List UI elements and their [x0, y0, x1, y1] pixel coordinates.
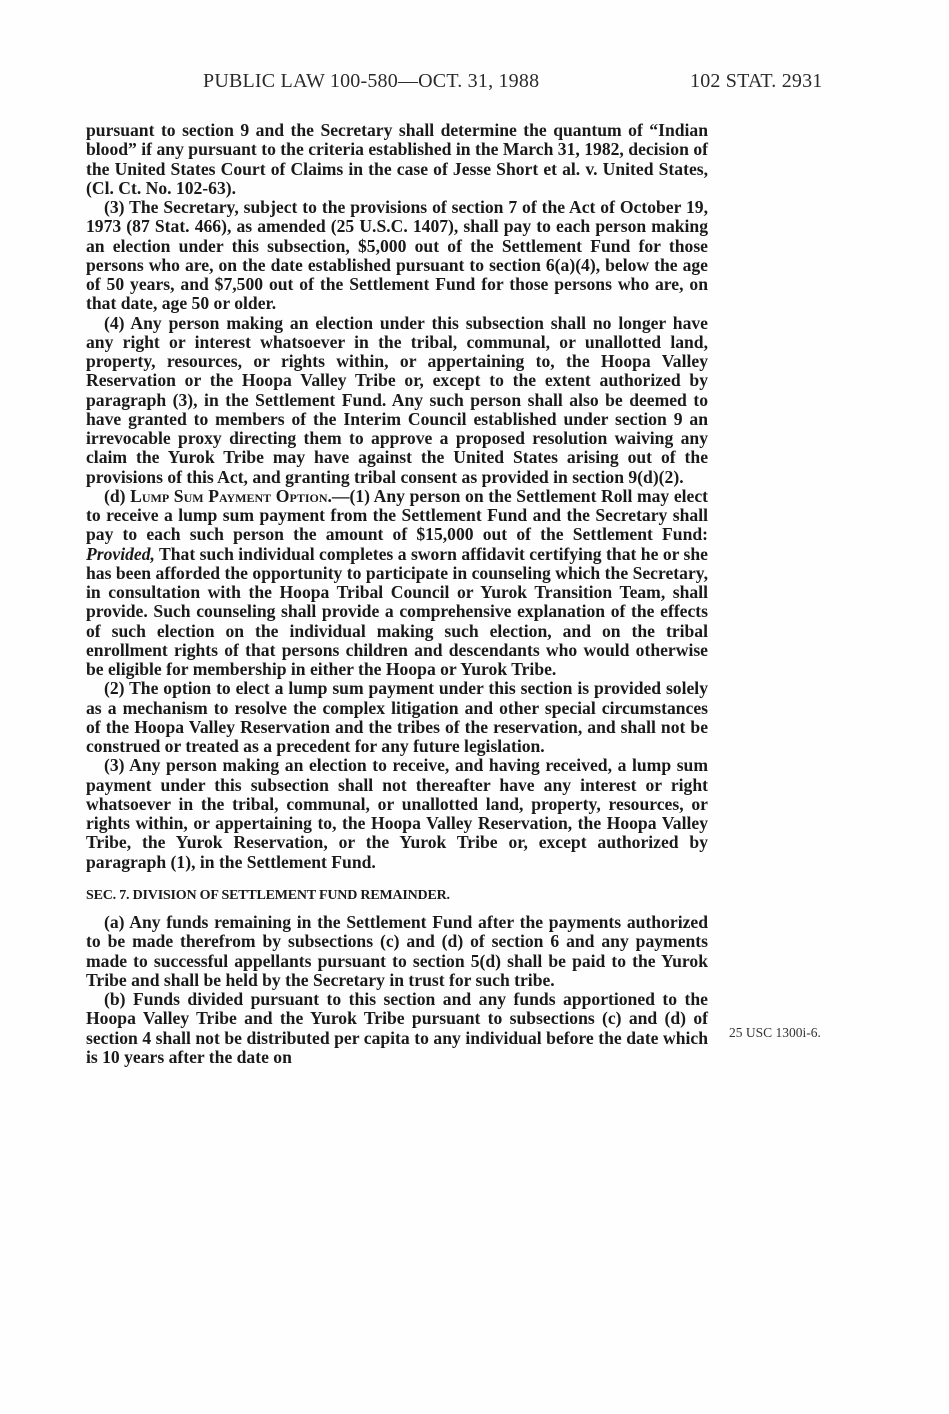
- page-header: [0, 70, 949, 96]
- paragraph-7a: (a) Any funds remaining in the Settlement Fund after the payments authorized to be made therefrom by subsections (c) and (d) of section 6 and any payments made to successful appellants pursuant to section 5(d) shall be paid to the Yurok Tribe and shall be held by the Secretary in trust for such tribe.: [86, 912, 708, 990]
- paragraph-7b: (b) Funds divided pursuant to this section and any funds apportioned to the Hoopa Valley Tribe and the Yurok Tribe pursuant to subsections (c) and (d) of section 4 shall not be distributed per capita to any individual before the date which is 10 years after the date on: [86, 989, 708, 1067]
- paragraph-continuation: pursuant to section 9 and the Secretary shall determine the quantum of “Indian blood” if any pursuant to the criteria established in the March 31, 1982, decision of the United States Court of Claims in the case of Jesse Short et al. v. United States, (Cl. Ct. No. 102-63).: [86, 120, 708, 198]
- statutes-page-citation: 102 STAT. 2931: [690, 70, 823, 92]
- paragraph-d3: (3) Any person making an election to receive, and having received, a lump sum payment under this subsection shall not thereafter have any interest or right whatsoever in the tribal, communal, or unallotted land, property, resources, or rights within, or appertaining to, the Hoopa Valley Reservation, the Hoopa Valley Tribe, the Yurok Reservation, or the Yurok Tribe or, except authorized by paragraph (1), in the Settlement Fund.: [86, 755, 708, 872]
- subsection-d-heading: Lump Sum Payment Option.: [130, 485, 332, 506]
- section-7-heading: SEC. 7. DIVISION OF SETTLEMENT FUND REMAINDER.: [86, 887, 450, 903]
- paragraph-d1-label: (d): [104, 485, 131, 506]
- paragraph-c3: (3) The Secretary, subject to the provisions of section 7 of the Act of October 19, 1973 (87 Stat. 466), as amended (25 U.S.C. 1407), shall pay to each person making an election under this subsection, $5,000 out of the Settlement Fund for those persons who are, on the date established pursuant to section 6(a)(4), below the age of 50 years, and $7,500 out of the Settlement Fund for those persons who are, on that date, age 50 or older.: [86, 197, 708, 314]
- usc-margin-note: 25 USC 1300i-6.: [729, 1025, 821, 1040]
- paragraph-d1-text-a: —(1) Any person on the Settlement Roll may elect to receive a lump sum payment from the Settlement Fund and the Secretary shall pay to each such person the amount of $15,000 out of the Settlement Fund:: [86, 485, 708, 545]
- paragraph-d2: (2) The option to elect a lump sum payment under this section is provided solely as a mechanism to resolve the complex litigation and other special circumstances of the Hoopa Valley Reservation and the tribes of the reservation, and shall not be construed or treated as a precedent for any future legislation.: [86, 678, 708, 756]
- paragraph-c4: (4) Any person making an election under this subsection shall no longer have any right or interest whatsoever in the tribal, communal, or unallotted land, property, resources, or rights within, or appertaining to, the Hoopa Valley Reservation or the Hoopa Valley Tribe or, except to the extent authorized by paragraph (3), in the Settlement Fund. Any such person shall also be deemed to have granted to members of the Interim Council established under section 9 an irrevocable proxy directing them to approve a proposed resolution waiving any claim the Yurok Tribe may have against the United States arising out of the provisions of this Act, and granting tribal consent as provided in section 9(d)(2).: [86, 312, 708, 487]
- proviso-word: Provided,: [86, 543, 155, 564]
- paragraph-d1: [86, 487, 708, 680]
- statute-body: [86, 121, 708, 1067]
- running-head: PUBLIC LAW 100-580—OCT. 31, 1988: [203, 70, 540, 92]
- paragraph-d1-text-b: That such individual completes a sworn affidavit certifying that he or she has been afforded the opportunity to participate in counseling which the Secretary, in consultation with the Hoopa Tribal Council or Yurok Transition Team, shall provide. Such counseling shall provide a comprehensive explanation of the effects of such election on the individual making such election, and on the tribal enrollment rights of that persons children and descendants who would otherwise be eligible for membership in either the Hoopa or Yurok Tribe.: [86, 543, 708, 679]
